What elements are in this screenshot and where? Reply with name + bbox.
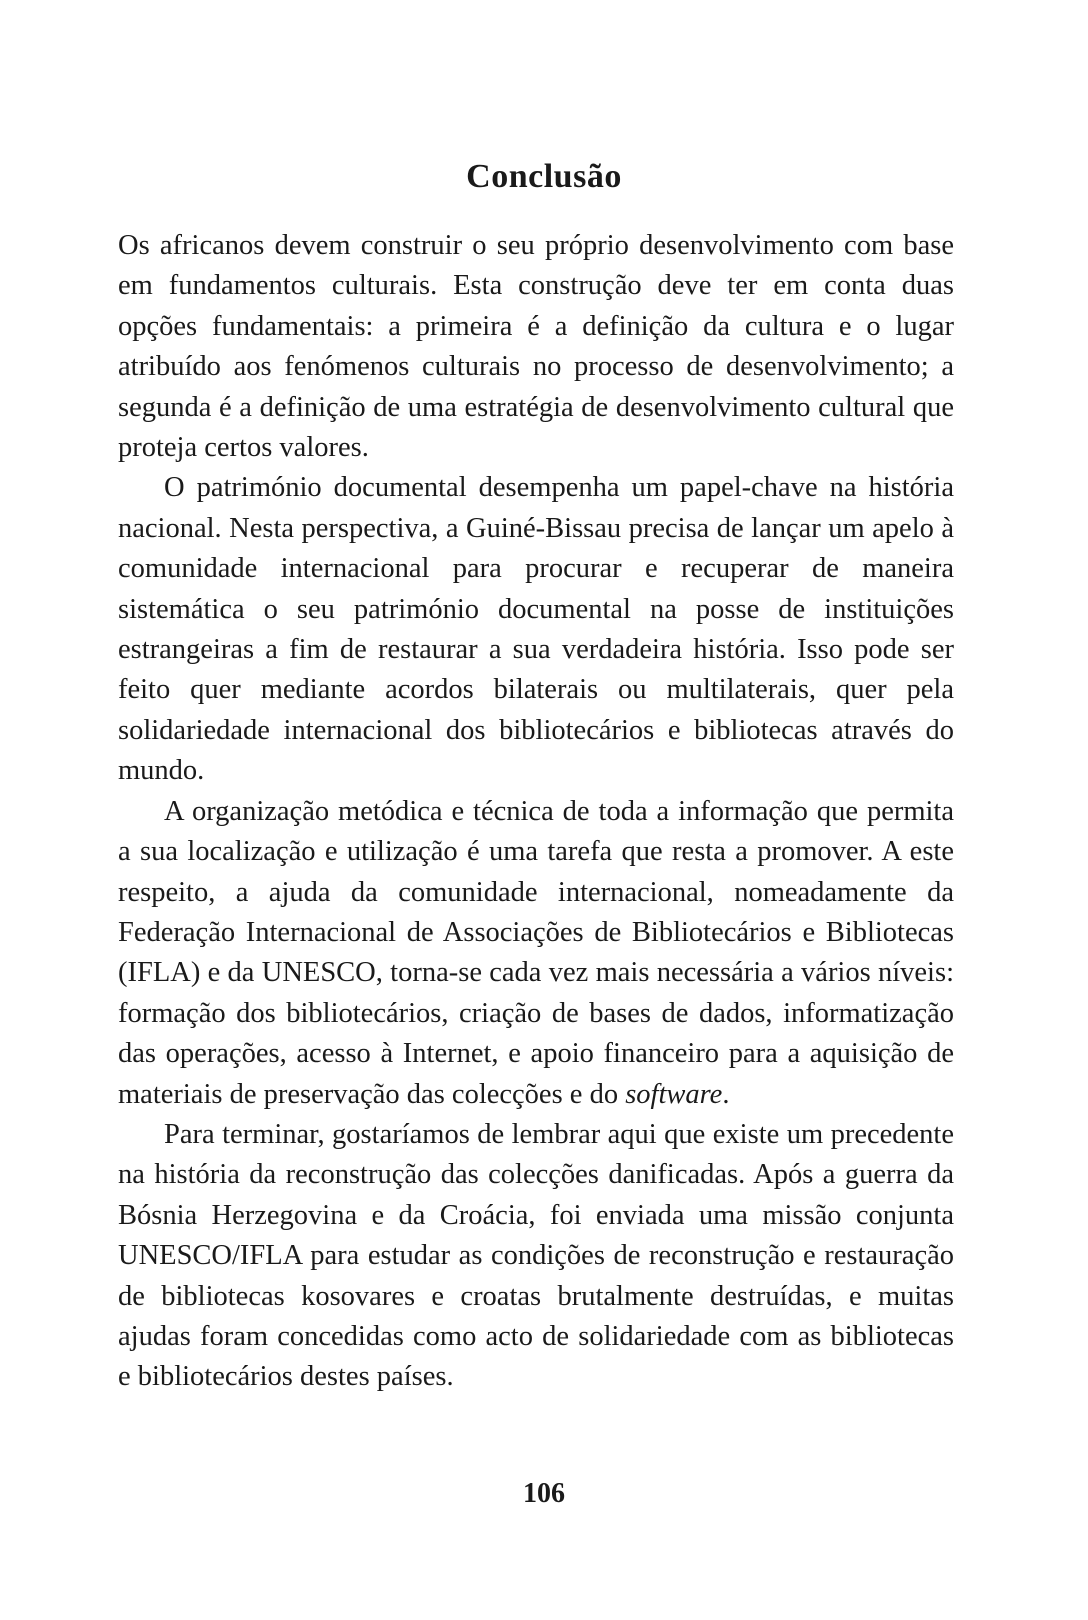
paragraph-3-text: A organização metódica e técnica de toda a informação que permita a sua localização e utilização é uma tarefa que resta a promover. A este respeito, a ajuda da comunidade internacional, nomeadamente da Federação Internacional de Associações de Bibliotecários e Bibliotecas (IFLA) e da UNESCO, torna-se cada vez mais necessária a vários níveis: formação dos bibliotecários, criação de bases de dados, informatização das operações, acesso à Internet, e apoio financeiro para a aquisição de materiais de preservação das colecções e do (118, 795, 954, 1110)
software-term: software (625, 1078, 723, 1110)
paragraph-4: Para terminar, gostaríamos de lembrar aqui que existe um precedente na história da reconstrução das colecções danificadas. Após a guerra da Bósnia Herzegovina e da Croácia, foi enviada uma missão conjunta UNESCO/IFLA para estudar as condições de reconstrução e restauração de bibliotecas kosovares e croatas brutalmente destruídas, e muitas ajudas foram concedidas como acto de solidariedade com as bibliotecas e bibliotecários destes países. (118, 1118, 954, 1393)
paragraph-2: O património documental desempenha um papel-chave na história nacional. Nesta perspectiva, a Guiné-Bissau precisa de lançar um apelo à comunidade internacional para procurar e recuperar de maneira sistemática o seu património documental na posse de instituições estrangeiras a fim de restaurar a sua verdadeira história. Isso pode ser feito quer mediante acordos bilaterais ou multilaterais, quer pela solidariedade internacional dos bibliotecários e bibliotecas através do mundo. (118, 472, 954, 787)
paragraph-3 (118, 792, 954, 1115)
paragraph-1: Os africanos devem construir o seu próprio desenvolvimento com base em fundamentos culturais. Esta construção deve ter em conta duas opções fundamentais: a primeira é a definição da cultura e o lugar atribuído aos fenómenos culturais no processo de desenvolvimento; a segunda é a definição de uma estratégia de desenvolvimento cultural que proteja certos valores. (118, 230, 954, 464)
page-number: 106 (523, 1478, 565, 1509)
chapter-title: Conclusão (466, 158, 622, 195)
body-text (118, 226, 954, 1398)
paragraph-3-end: . (722, 1078, 730, 1110)
